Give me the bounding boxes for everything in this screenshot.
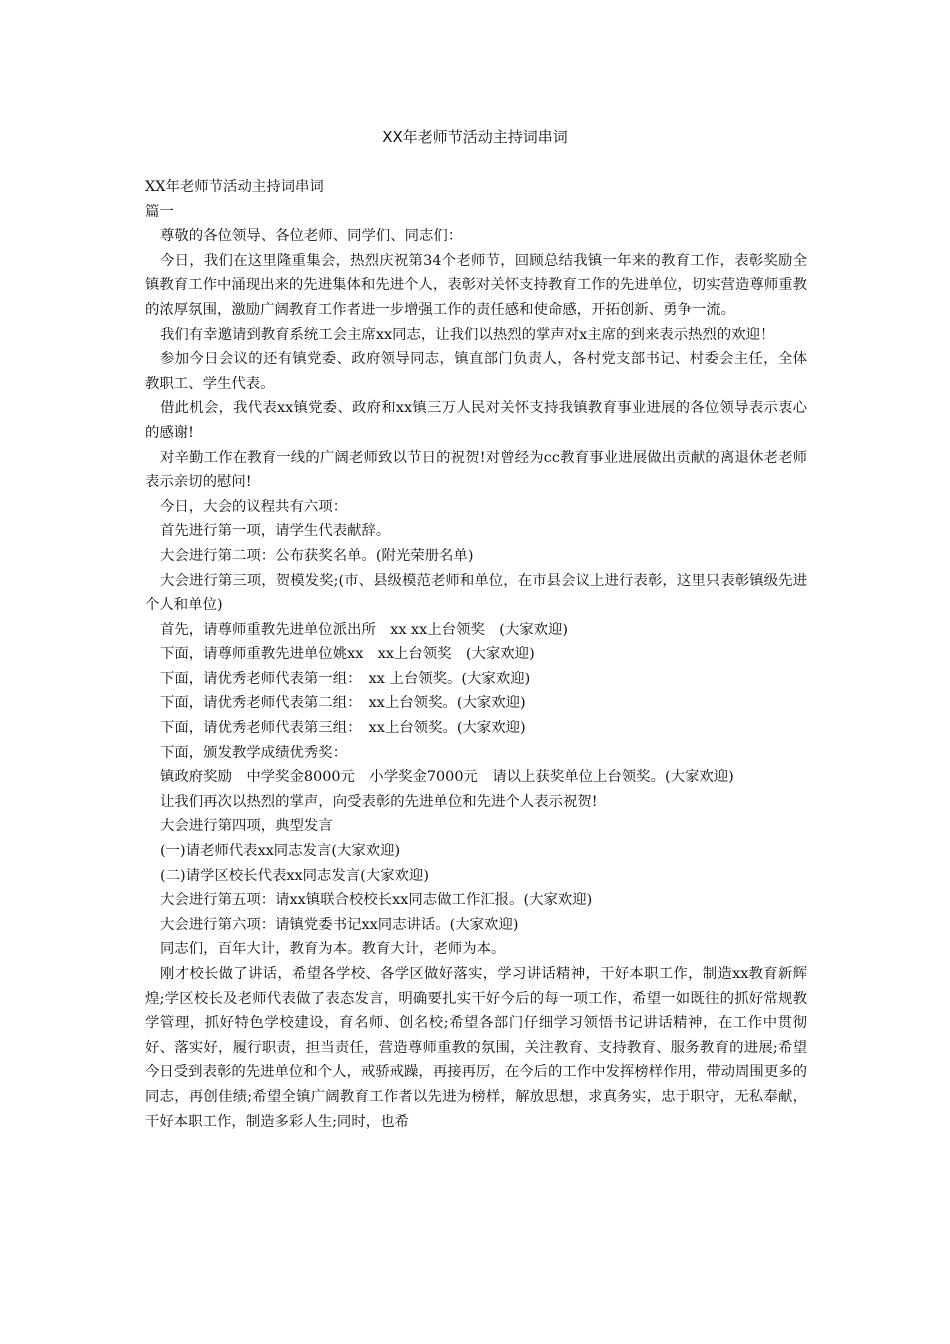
body-paragraph: 对辛勤工作在教育一线的广阔老师致以节日的祝贺!对曾经为cc教育事业进展做出贡献的离退休老老师表示亲切的慰问! bbox=[145, 449, 807, 491]
speech-item: (一)请老师代表xx同志发言(大家欢迎) bbox=[160, 843, 401, 860]
document-title: XX年老师节活动主持词串词 bbox=[382, 128, 568, 146]
speech-item: (二)请学区校长代表xx同志发言(大家欢迎) bbox=[160, 867, 429, 884]
body-heading: XX年老师节活动主持词串词 bbox=[145, 179, 324, 195]
body-paragraph: 参加今日会议的还有镇党委、政府领导同志，镇直部门负责人，各村党支部书记、村委会主任，全体教职工、学生代表。 bbox=[145, 351, 807, 392]
agenda-item: 大会进行第四项，典型发言 bbox=[160, 818, 333, 835]
award-line: 首先，请尊师重教先进单位派出所 xx xx上台领奖 (大家欢迎) bbox=[160, 621, 569, 638]
agenda-item: 首先进行第一项，请学生代表献辞。 bbox=[160, 523, 391, 540]
body-paragraph: 今日，我们在这里隆重集会，热烈庆祝第34个老师节，回顾总结我镇一年来的教育工作，表彰奖励全镇教育工作中涌现出来的先进集体和先进个人，表彰对关怀支持教育工作的先进单位，切实营造尊师重教的浓厚氛围，激励广阔教育工作者进一步增强工作的责任感和使命感，开拓创新、勇争一流。 bbox=[145, 252, 807, 318]
document-body bbox=[145, 175, 807, 1134]
section-label: 篇一 bbox=[145, 203, 174, 220]
award-line: 镇政府奖励 中学奖金8000元 小学奖金7000元 请以上获奖单位上台领奖。(大家欢迎) bbox=[160, 769, 734, 786]
agenda-intro: 今日，大会的议程共有六项： bbox=[160, 498, 348, 515]
body-paragraph: 让我们再次以热烈的掌声，向受表彰的先进单位和先进个人表示祝贺! bbox=[160, 793, 598, 810]
agenda-item: 大会进行第五项：请xx镇联合校校长xx同志做工作汇报。(大家欢迎) bbox=[160, 892, 593, 909]
closing-paragraph: 刚才校长做了讲话，希望各学校、各学区做好落实，学习讲话精神，干好本职工作，制造xx教育新辉煌;学区校长及老师代表做了表态发言，明确要扎实干好今后的每一项工作，希望一如既往的抓好常规教学管理，抓好特色学校建设，育名师、创名校;希望各部门仔细学习领悟书记讲话精神，在工作中贯彻好、落实好，履行职责，担当责任，营造尊师重教的氛围，关注教育、支持教育、服务教育的进展;希望今日受到表彰的先进单位和个人，戒骄戒躁，再接再厉，在今后的工作中发挥榜样作用，带动周围更多的同志，再创佳绩;希望全镇广阔教育工作者以先进为榜样，解放思想，求真务实，忠于职守，无私奉献，干好本职工作，制造多彩人生;同时，也希 bbox=[145, 966, 807, 1130]
award-line: 下面，请优秀老师代表第一组： xx 上台领奖。(大家欢迎) bbox=[160, 670, 531, 687]
body-paragraph: 我们有幸邀请到教育系统工会主席xx同志，让我们以热烈的掌声对x主席的到来表示热烈的欢迎！ bbox=[160, 326, 775, 343]
agenda-item: 大会进行第二项：公布获奖名单。(附光荣册名单) bbox=[160, 547, 474, 564]
award-line: 下面，请尊师重教先进单位姚xx xx上台领奖 (大家欢迎) bbox=[160, 646, 535, 663]
award-line: 下面，颁发教学成绩优秀奖： bbox=[160, 744, 348, 761]
agenda-item: 大会进行第六项：请镇党委书记xx同志讲话。(大家欢迎) bbox=[160, 916, 519, 933]
award-line: 下面，请优秀老师代表第三组： xx上台领奖。(大家欢迎) bbox=[160, 720, 526, 737]
body-paragraph: 同志们，百年大计，教育为本。教育大计，老师为本。 bbox=[160, 941, 506, 958]
salutation-paragraph: 尊敬的各位领导、各位老师、同学们、同志们： bbox=[160, 228, 463, 245]
body-paragraph: 借此机会，我代表xx镇党委、政府和xx镇三万人民对关怀支持我镇教育事业进展的各位领导表示衷心的感谢! bbox=[145, 400, 807, 441]
agenda-item: 大会进行第三项，贺模发奖;(市、县级模范老师和单位，在市县会议上进行表彰，这里只表彰镇级先进个人和单位) bbox=[145, 572, 807, 614]
award-line: 下面，请优秀老师代表第二组： xx上台领奖。(大家欢迎) bbox=[160, 695, 526, 712]
